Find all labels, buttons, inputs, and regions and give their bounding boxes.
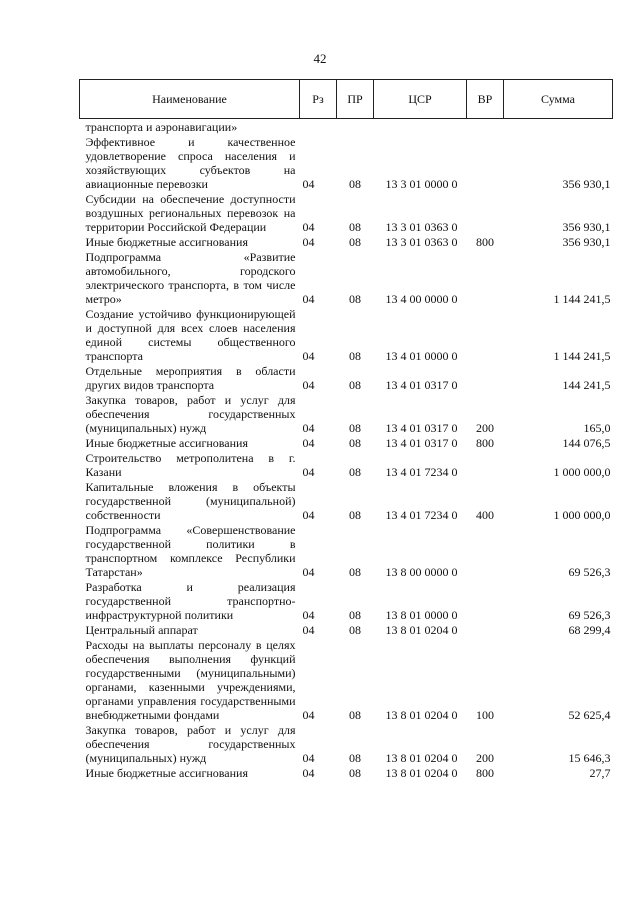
row-rz: 04 <box>302 608 315 622</box>
header-pr: ПР <box>337 80 374 119</box>
table-row <box>80 392 613 435</box>
table-row <box>80 306 613 363</box>
table-row <box>80 479 613 522</box>
header-rz: Рз <box>300 80 337 119</box>
row-csr: 13 4 01 7234 0 <box>385 465 458 479</box>
row-pr: 08 <box>349 292 361 306</box>
row-pr: 08 <box>349 608 361 622</box>
row-pr: 08 <box>349 766 361 780</box>
row-name: Разработка и реализация государственной транспортно-инфраструктурной политики <box>85 580 296 622</box>
table-row <box>80 765 613 780</box>
header-sum: Сумма <box>504 80 613 119</box>
row-name: Подпрограмма «Развитие автомобильного, городского электрического транспорта, в том числе метро» <box>85 250 296 306</box>
row-rz: 04 <box>302 766 315 780</box>
row-rz: 04 <box>302 220 315 234</box>
row-sum: 144 241,5 <box>562 378 611 392</box>
row-vr <box>467 522 504 579</box>
table-row <box>80 450 613 479</box>
page-number: 42 <box>313 51 327 66</box>
row-csr: 13 4 00 0000 0 <box>385 292 458 306</box>
row-sum: 144 076,5 <box>562 436 611 450</box>
row-csr: 13 8 01 0204 0 <box>385 766 458 780</box>
row-csr: 13 4 01 7234 0 <box>385 508 458 522</box>
table-row <box>80 637 613 722</box>
row-name: транспорта и аэронавигации» <box>85 120 238 134</box>
row-pr <box>337 119 374 135</box>
row-sum: 69 526,3 <box>568 608 611 622</box>
row-name: Подпрограмма «Совершенствование государственной политики в транспортном комплексе Республики Татарстан» <box>85 523 296 579</box>
row-pr: 08 <box>349 708 361 722</box>
table-row <box>80 134 613 191</box>
row-name: Закупка товаров, работ и услуг для обеспечения государственных (муниципальных) нужд <box>85 393 296 435</box>
row-rz: 04 <box>302 235 315 249</box>
row-vr <box>467 306 504 363</box>
row-rz: 04 <box>302 177 315 191</box>
row-pr: 08 <box>349 421 361 435</box>
row-sum: 1 000 000,0 <box>553 465 611 479</box>
table-header <box>80 80 613 119</box>
row-pr: 08 <box>349 235 361 249</box>
row-sum: 1 000 000,0 <box>553 508 611 522</box>
row-vr <box>467 450 504 479</box>
row-vr <box>467 119 504 135</box>
row-rz: 04 <box>302 751 315 765</box>
row-sum: 52 625,4 <box>568 708 611 722</box>
row-csr: 13 4 01 0317 0 <box>385 436 458 450</box>
row-vr: 200 <box>476 751 494 765</box>
row-sum: 15 646,3 <box>568 751 611 765</box>
table-row <box>80 622 613 637</box>
row-csr: 13 8 00 0000 0 <box>385 565 458 579</box>
row-sum: 1 144 241,5 <box>553 349 611 363</box>
header-csr: ЦСР <box>374 80 467 119</box>
row-rz: 04 <box>302 565 315 579</box>
row-csr <box>374 119 467 135</box>
row-vr <box>467 134 504 191</box>
row-csr: 13 8 01 0000 0 <box>385 608 458 622</box>
row-vr: 200 <box>476 421 494 435</box>
row-vr <box>467 191 504 234</box>
row-vr <box>467 579 504 622</box>
row-vr: 400 <box>476 508 494 522</box>
row-csr: 13 3 01 0363 0 <box>385 220 458 234</box>
row-name: Иные бюджетные ассигнования <box>85 235 248 249</box>
row-rz: 04 <box>302 349 315 363</box>
row-pr: 08 <box>349 565 361 579</box>
row-rz: 04 <box>302 436 315 450</box>
row-rz: 04 <box>302 508 315 522</box>
row-vr: 100 <box>476 708 494 722</box>
table-row <box>80 522 613 579</box>
row-vr: 800 <box>476 436 494 450</box>
table-row <box>80 363 613 392</box>
row-name: Капитальные вложения в объекты государственной (муниципальной) собственности <box>85 480 296 522</box>
header-vr: ВР <box>467 80 504 119</box>
row-name: Расходы на выплаты персоналу в целях обеспечения выполнения функций государственными (муниципальными) органами, казенными учреждениями, органами управления государственными внебюджетными фондами <box>85 638 296 722</box>
table-row <box>80 722 613 765</box>
table-body <box>80 119 613 781</box>
row-rz: 04 <box>302 708 315 722</box>
row-pr: 08 <box>349 378 361 392</box>
row-name: Иные бюджетные ассигнования <box>85 436 248 450</box>
table-row <box>80 435 613 450</box>
row-rz: 04 <box>302 465 315 479</box>
row-sum: 165,0 <box>583 421 611 435</box>
row-csr: 13 4 01 0317 0 <box>385 378 458 392</box>
row-vr <box>467 622 504 637</box>
row-name: Центральный аппарат <box>85 623 198 637</box>
row-sum: 356 930,1 <box>562 220 611 234</box>
table-row <box>80 234 613 249</box>
row-sum: 1 144 241,5 <box>553 292 611 306</box>
row-name: Отдельные мероприятия в области других видов транспорта <box>85 364 296 392</box>
row-vr <box>467 363 504 392</box>
row-name: Создание устойчиво функционирующей и доступной для всех слоев населения единой системы общественного транспорта <box>85 307 296 363</box>
row-rz: 04 <box>302 292 315 306</box>
header-name: Наименование <box>80 80 300 119</box>
row-csr: 13 3 01 0363 0 <box>385 235 458 249</box>
row-csr: 13 8 01 0204 0 <box>385 708 458 722</box>
row-name: Субсидии на обеспечение доступности воздушных региональных перевозок на территории Российской Федерации <box>85 192 296 234</box>
row-sum <box>504 119 613 135</box>
table-row <box>80 579 613 622</box>
row-rz: 04 <box>302 421 315 435</box>
row-rz <box>300 119 337 135</box>
row-rz: 04 <box>302 378 315 392</box>
table-row <box>80 249 613 306</box>
row-rz: 04 <box>302 623 315 637</box>
row-csr: 13 4 01 0317 0 <box>385 421 458 435</box>
budget-table <box>79 79 613 780</box>
row-sum: 356 930,1 <box>562 235 611 249</box>
row-pr: 08 <box>349 436 361 450</box>
row-pr: 08 <box>349 220 361 234</box>
row-name: Закупка товаров, работ и услуг для обеспечения государственных (муниципальных) нужд <box>85 723 296 765</box>
row-sum: 69 526,3 <box>568 565 611 579</box>
table-row <box>80 191 613 234</box>
row-csr: 13 8 01 0204 0 <box>385 751 458 765</box>
row-pr: 08 <box>349 508 361 522</box>
row-name: Эффективное и качественное удовлетворение спроса населения и хозяйствующих субъектов на авиационные перевозки <box>85 135 296 191</box>
row-pr: 08 <box>349 349 361 363</box>
row-sum: 27,7 <box>589 766 611 780</box>
row-csr: 13 3 01 0000 0 <box>385 177 458 191</box>
table-row <box>80 119 613 135</box>
row-sum: 68 299,4 <box>568 623 611 637</box>
row-vr: 800 <box>476 235 494 249</box>
row-pr: 08 <box>349 751 361 765</box>
row-sum: 356 930,1 <box>562 177 611 191</box>
row-name: Строительство метрополитена в г. Казани <box>85 451 296 479</box>
row-name: Иные бюджетные ассигнования <box>85 766 248 780</box>
row-csr: 13 8 01 0204 0 <box>385 623 458 637</box>
row-pr: 08 <box>349 177 361 191</box>
row-pr: 08 <box>349 623 361 637</box>
row-pr: 08 <box>349 465 361 479</box>
row-vr: 800 <box>476 766 494 780</box>
row-vr <box>467 249 504 306</box>
row-csr: 13 4 01 0000 0 <box>385 349 458 363</box>
